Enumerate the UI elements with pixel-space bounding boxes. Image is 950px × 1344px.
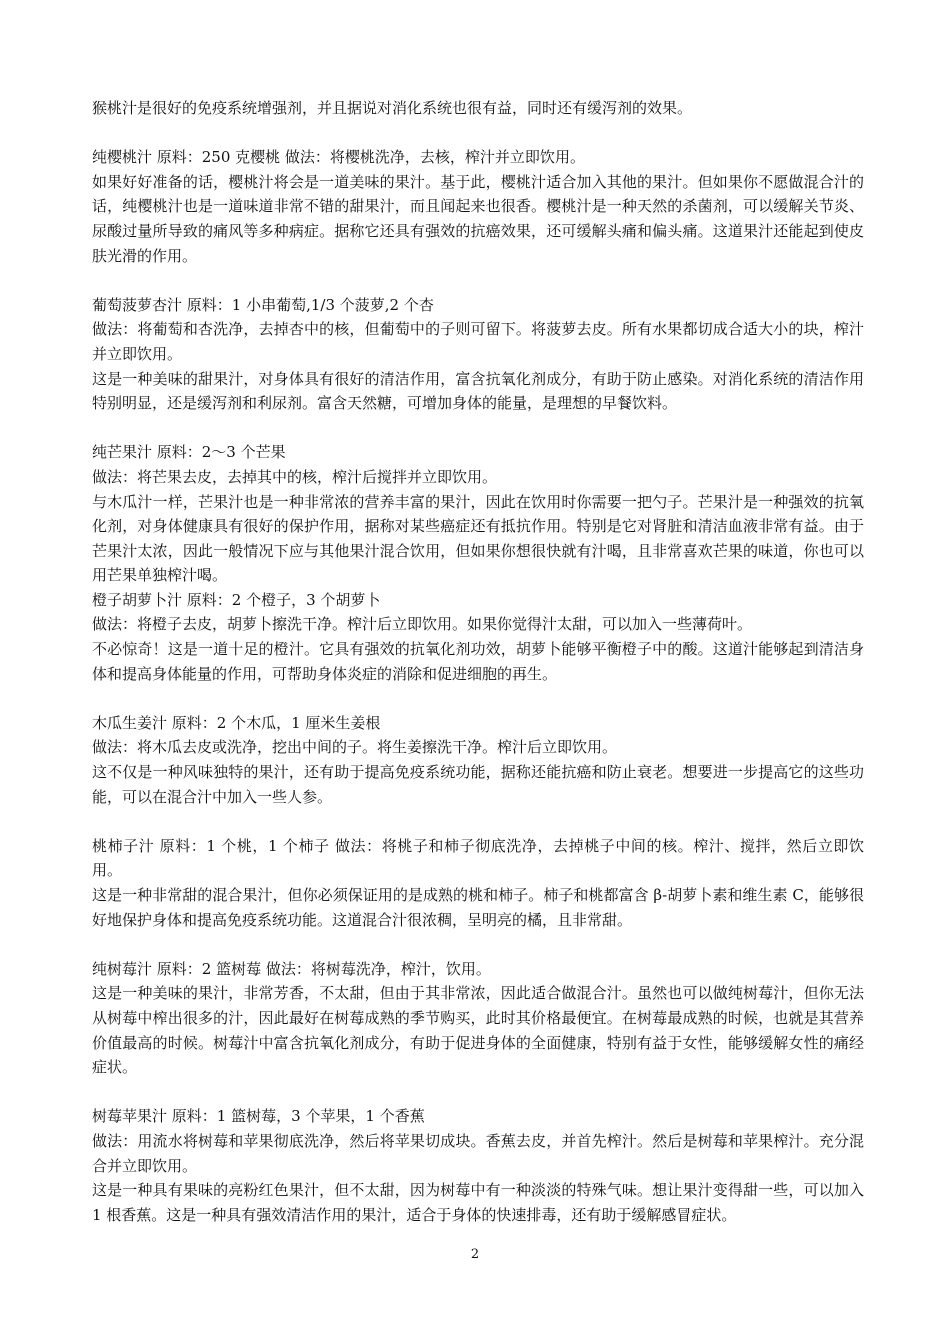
- document-body: [92, 96, 864, 1227]
- paragraph: 桃柿子汁 原料：1 个桃，1 个柿子 做法：将桃子和柿子彻底洗净，去掉桃子中间的核。榨汁、搅拌，然后立即饮用。: [92, 836, 864, 880]
- paragraph: 做法：将葡萄和杏洗净，去掉杏中的核，但葡萄中的子则可留下。将菠萝去皮。所有水果都切成合适大小的块，榨汁并立即饮用。: [92, 320, 864, 363]
- paragraph-spacer: [92, 268, 864, 293]
- paragraph-spacer: [92, 1080, 864, 1105]
- paragraph: 做法：将木瓜去皮或洗净，挖出中间的子。将生姜擦洗干净。榨汁后立即饮用。: [92, 738, 618, 757]
- paragraph: 这是一种具有果味的亮粉红色果汁，但不太甜，因为树莓中有一种淡淡的特殊气味。想让果汁变得甜一些，可以加入 1 根香蕉。这是一种具有强效清洁作用的果汁，适合于身体的快速排毒，还有助于缓解感冒症状。: [92, 1181, 864, 1224]
- paragraph: 这是一种非常甜的混合果汁，但你必须保证用的是成熟的桃和柿子。柿子和桃都富含 β-胡萝卜素和维生素 C，能够很好地保护身体和提高免疫系统功能。这道混合汁很浓稠，呈明亮的橘，且非常甜。: [92, 886, 864, 929]
- paragraph: 纯樱桃汁 原料：250 克樱桃 做法：将樱桃洗净，去核，榨汁并立即饮用。: [92, 148, 585, 167]
- paragraph-spacer: [92, 121, 864, 146]
- paragraph-spacer: [92, 416, 864, 441]
- page-number: 2: [470, 1247, 480, 1262]
- paragraph: 这不仅是一种风味独特的果汁，还有助于提高免疫系统功能，据称还能抗癌和防止衰老。想要进一步提高它的这些功能，可以在混合汁中加入一些人参。: [92, 763, 864, 806]
- paragraph: 纯树莓汁 原料：2 篮树莓 做法：将树莓洗净，榨汁，饮用。: [92, 959, 491, 978]
- paragraph: 木瓜生姜汁 原料：2 个木瓜，1 厘米生姜根: [92, 713, 381, 732]
- paragraph: 不必惊奇！这是一道十足的橙汁。它具有强效的抗氧化剂功效，胡萝卜能够平衡橙子中的酸。这道汁能够起到清洁身体和提高身体能量的作用，可帮助身体炎症的消除和促进细胞的再生。: [92, 640, 864, 683]
- paragraph: 这是一种美味的果汁，非常芳香，不太甜，但由于其非常浓，因此适合做混合汁。虽然也可以做纯树莓汁，但你无法从树莓中榨出很多的汁，因此最好在树莓成熟的季节购买，此时其价格最便宜。在树莓最成熟的时候，也就是其营养价值最高的时候。树莓汁中富含抗氧化剂成分，有助于促进身体的全面健康，特别有益于女性，能够缓解女性的痛经症状。: [92, 984, 864, 1077]
- paragraph: 橙子胡萝卜汁 原料：2 个橙子，3 个胡萝卜: [92, 590, 381, 609]
- paragraph: 猴桃汁是很好的免疫系统增强剂，并且据说对消化系统也很有益，同时还有缓泻剂的效果。: [92, 99, 693, 117]
- paragraph: 葡萄菠萝杏汁 原料：1 小串葡萄,1/3 个菠萝,2 个杏: [92, 295, 434, 314]
- paragraph: 纯芒果汁 原料：2～3 个芒果: [92, 443, 286, 462]
- paragraph: 与木瓜汁一样，芒果汁也是一种非常浓的营养丰富的果汁，因此在饮用时你需要一把勺子。芒果汁是一种强效的抗氧化剂，对身体健康具有很好的保护作用，据称对某些癌症还有抵抗作用。特别是它对肾脏和清洁血液非常有益。由于芒果汁太浓，因此一般情况下应与其他果汁混合饮用，但如果你想很快就有汁喝，且非常喜欢芒果的味道，你也可以用芒果单独榨汁喝。: [92, 492, 864, 585]
- paragraph-spacer: [92, 809, 864, 834]
- paragraph: 这是一种美味的甜果汁，对身体具有很好的清洁作用，富含抗氧化剂成分，有助于防止感染。对消化系统的清洁作用特别明显，还是缓泻剂和利尿剂。富含天然糖，可增加身体的能量，是理想的早餐饮料。: [92, 369, 864, 413]
- paragraph: 树莓苹果汁 原料：1 篮树莓，3 个苹果，1 个香蕉: [92, 1107, 425, 1126]
- paragraph: 做法：将芒果去皮，去掉其中的核，榨汁后搅拌并立即饮用。: [92, 467, 498, 486]
- paragraph-spacer: [92, 686, 864, 711]
- paragraph: 做法：将橙子去皮，胡萝卜擦洗干净。榨汁后立即饮用。如果你觉得汁太甜，可以加入一些薄荷叶。: [92, 615, 753, 634]
- paragraph-spacer: [92, 932, 864, 957]
- paragraph: 做法：用流水将树莓和苹果彻底洗净，然后将苹果切成块。香蕉去皮，并首先榨汁。然后是树莓和苹果榨汁。充分混合并立即饮用。: [92, 1131, 864, 1175]
- paragraph: 如果好好准备的话，樱桃汁将会是一道美味的果汁。基于此，樱桃汁适合加入其他的果汁。但如果你不愿做混合汁的话，纯樱桃汁也是一道味道非常不错的甜果汁，而且闻起来也很香。樱桃汁是一种天然的杀菌剂，可以缓解关节炎、尿酸过量所导致的痛风等多种病症。据称它还具有强效的抗癌效果，还可缓解头痛和偏头痛。这道果汁还能起到使皮肤光滑的作用。: [92, 172, 864, 265]
